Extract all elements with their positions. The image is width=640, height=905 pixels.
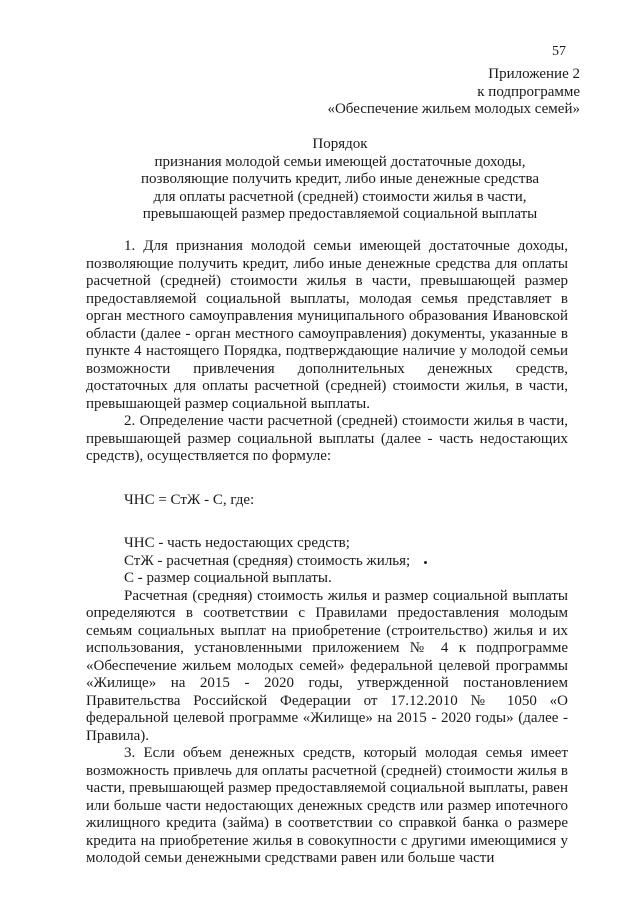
scan-speck [424,561,427,564]
appendix-header [327,66,580,119]
title-line-4: превышающей размер предоставляемой социальной выплаты [142,206,538,222]
definition-s: С - размер социальной выплаты. [124,570,332,586]
appendix-line-3: «Обеспечение жильем молодых семей» [327,101,580,117]
paragraph-3: Расчетная (средняя) стоимость жилья и размер социальной выплаты определяются в соответствии с Правилами предоставления молодым семьям социальных выплат на приобретение (строительство) жилья и их использования, установленными приложением № 4 к подпрограмме «Обеспечение жильем молодых семей» федеральной целевой программы «Жилище» на 2015 - 2020 годы, утвержденной постановлением Правительства Российской Федерации от 17.12.2010 № 1050 «О федеральной целевой программе «Жилище» на 2015 - 2020 годы» (далее - Правила). [86,587,568,744]
paragraph-4: 3. Если объем денежных средств, который молодая семья имеет возможность привлечь для оплаты расчетной (средней) стоимости жилья в части, превышающей размер предоставляемой социальной выплаты, равен или больше части недостающих денежных средств или размер ипотечного жилищного кредита (займа) в соответствии со справкой банка о размере кредита на приобретение жилья в совокупности с другими имеющимися у молодой семьи денежными средствами равен или больше части [86,745,568,866]
paragraph-1: 1. Для признания молодой семьи имеющей достаточные доходы, позволяющие получить кредит, либо иные денежные средства для оплаты расчетной (средней) стоимости жилья в части, превышающей размер предоставляемой социальной выплаты, молодая семья представляет в орган местного самоуправления муниципального образования Ивановской области (далее - орган местного самоуправления) документы, указанные в пункте 4 настоящего Порядка, подтверждающие наличие у молодой семьи возможности привлечения дополнительных денежных средств, достаточных для оплаты расчетной (средней) стоимости жилья, в части, превышающей размер социальной выплаты. [86,238,568,412]
title-heading: Порядок [312,136,368,152]
title-line-3: для оплаты расчетной (средней) стоимости жилья в части, [153,188,527,205]
document-title [120,136,560,224]
definition-chns: ЧНС - часть недостающих средств; [124,535,350,551]
title-line-2: позволяющие получить кредит, либо иные денежные средства [141,171,539,187]
document-body [86,238,568,868]
paragraph-2: 2. Определение части расчетной (средней) стоимости жилья в части, превышающей размер социальной выплаты (далее - часть недостающих средств), осуществляется по формуле: [86,413,568,464]
appendix-line-2: к подпрограмме [477,83,580,100]
definition-stzh: СтЖ - расчетная (средняя) стоимость жилья; [124,552,411,569]
formula: ЧНС = СтЖ - С, где: [124,491,255,508]
title-line-1: признания молодой семьи имеющей достаточные доходы, [154,153,526,170]
appendix-line-1: Приложение 2 [488,66,580,82]
page-number: 57 [552,44,566,59]
